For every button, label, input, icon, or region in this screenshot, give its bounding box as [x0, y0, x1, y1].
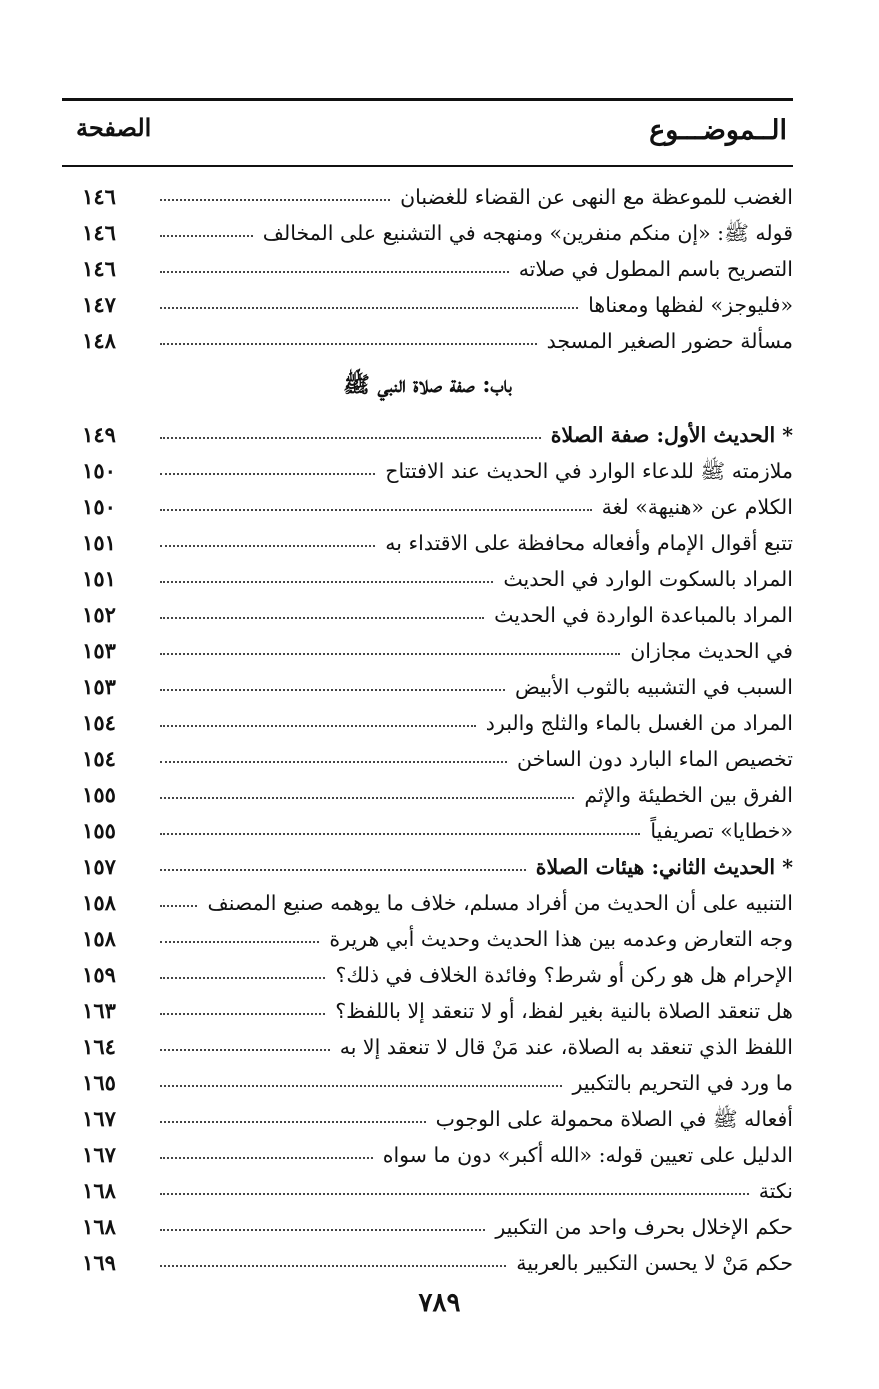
dot-leader	[160, 905, 197, 907]
toc-entry	[62, 589, 793, 625]
entry-title: ما ورد في التحريم بالتكبير	[572, 1070, 793, 1095]
toc-entry	[62, 517, 793, 553]
entry-page-number: ١٤٧	[82, 292, 116, 317]
entries-after-section	[62, 409, 793, 1273]
entry-page-number: ١٦٨	[82, 1178, 116, 1203]
entry-title: المراد بالمباعدة الواردة في الحديث	[494, 602, 793, 627]
toc-entry	[62, 841, 793, 877]
toc-entry	[62, 1129, 793, 1165]
dot-leader	[160, 653, 620, 655]
dot-leader	[160, 199, 390, 201]
entry-title: الإحرام هل هو ركن أو شرط؟ وفائدة الخلاف في ذلك؟	[335, 962, 793, 987]
page-number: ٧٨٩	[418, 1288, 461, 1318]
toc-entry	[62, 1165, 793, 1201]
dot-leader	[160, 1013, 325, 1015]
entry-title: «فليوجز» لفظها ومعناها	[588, 292, 793, 317]
entry-page-number: ١٥٥	[82, 818, 116, 843]
entry-title: السبب في التشبيه بالثوب الأبيض	[515, 674, 793, 699]
entry-page-number: ١٥٠	[82, 494, 116, 519]
toc-entry	[62, 1021, 793, 1057]
dot-leader	[160, 941, 319, 943]
entry-page-number: ١٦٩	[82, 1250, 116, 1275]
toc-entry	[62, 661, 793, 697]
entry-title: هل تنعقد الصلاة بالنية بغير لفظ، أو لا تنعقد إلا باللفظ؟	[335, 998, 793, 1023]
entry-page-number: ١٤٨	[82, 328, 116, 353]
dot-leader	[160, 977, 325, 979]
entry-title: ملازمته ﷺ للدعاء الوارد في الحديث عند الافتتاح	[385, 458, 793, 483]
entries-before-section	[62, 171, 793, 351]
entry-page-number: ١٥٧	[82, 854, 116, 879]
entry-title: نكتة	[758, 1178, 793, 1203]
dot-leader	[160, 1265, 506, 1267]
toc-entry	[62, 553, 793, 589]
dot-leader	[160, 1157, 373, 1159]
entry-title: مسألة حضور الصغير المسجد	[546, 328, 793, 353]
toc-entry	[62, 769, 793, 805]
toc-page	[62, 98, 793, 1273]
entry-title: المراد من الغسل بالماء والثلج والبرد	[485, 710, 793, 735]
entry-title: تتبع أقوال الإمام وأفعاله محافظة على الاقتداء به	[385, 530, 793, 555]
toc-header	[62, 101, 793, 165]
page-column-label: الصفحة	[76, 113, 152, 142]
entry-title: «خطايا» تصريفياً	[650, 818, 793, 843]
entry-page-number: ١٥٨	[82, 926, 116, 951]
entry-page-number: ١٤٩	[82, 422, 116, 447]
toc-entry	[62, 1237, 793, 1273]
entry-page-number: ١٦٧	[82, 1142, 116, 1167]
toc-entry	[62, 1093, 793, 1129]
dot-leader	[160, 797, 574, 799]
toc-entry	[62, 243, 793, 279]
entry-page-number: ١٥٠	[82, 458, 116, 483]
entry-page-number: ١٥١	[82, 530, 116, 555]
dot-leader	[160, 761, 507, 763]
entry-page-number: ١٥٤	[82, 746, 116, 771]
toc-entry	[62, 279, 793, 315]
entry-title: الدليل على تعيين قوله: «الله أكبر» دون ما سواه	[382, 1142, 793, 1167]
toc-entry	[62, 805, 793, 841]
toc-entry	[62, 913, 793, 949]
entry-title: وجه التعارض وعدمه بين هذا الحديث وحديث أبي هريرة	[329, 926, 793, 951]
topic-column-label: الــموضـــوع	[649, 115, 787, 146]
entry-title: أفعاله ﷺ في الصلاة محمولة على الوجوب	[435, 1106, 793, 1131]
entry-title: اللفظ الذي تنعقد به الصلاة، عند مَنْ قال لا تنعقد إلا به	[339, 1034, 793, 1059]
dot-leader	[160, 545, 375, 547]
toc-entry	[62, 877, 793, 913]
entry-title: * الحديث الثاني: هيئات الصلاة	[535, 854, 793, 879]
entry-page-number: ١٦٣	[82, 998, 116, 1023]
entry-page-number: ١٤٦	[82, 220, 116, 245]
toc-entry	[62, 315, 793, 351]
dot-leader	[160, 235, 253, 237]
entry-title: تخصيص الماء البارد دون الساخن	[517, 746, 793, 771]
entry-page-number: ١٥٣	[82, 638, 116, 663]
entry-page-number: ١٦٥	[82, 1070, 116, 1095]
dot-leader	[160, 343, 537, 345]
entry-title: في الحديث مجازان	[630, 638, 793, 663]
dot-leader	[160, 1121, 426, 1123]
entry-title: التنبيه على أن الحديث من أفراد مسلم، خلاف ما يوهمه صنيع المصنف	[207, 890, 793, 915]
dot-leader	[160, 437, 541, 439]
toc-entry	[62, 625, 793, 661]
dot-leader	[160, 689, 505, 691]
entry-title: قوله ﷺ: «إن منكم منفرين» ومنهجه في التشنيع على المخالف	[262, 220, 793, 245]
entry-title: الغضب للموعظة مع النهى عن القضاء للغضبان	[400, 184, 793, 209]
dot-leader	[160, 1085, 562, 1087]
dot-leader	[160, 509, 592, 511]
entry-page-number: ١٤٦	[82, 184, 116, 209]
toc-entry	[62, 409, 793, 445]
toc-entry	[62, 207, 793, 243]
dot-leader	[160, 617, 484, 619]
toc-entry	[62, 171, 793, 207]
toc-entry	[62, 733, 793, 769]
toc-entry	[62, 1057, 793, 1093]
entry-page-number: ١٦٧	[82, 1106, 116, 1131]
dot-leader	[160, 725, 476, 727]
toc-entry	[62, 1201, 793, 1237]
entry-page-number: ١٥٢	[82, 602, 116, 627]
entry-title: الكلام عن «هنيهة» لغة	[601, 494, 793, 519]
dot-leader	[160, 307, 578, 309]
dot-leader	[160, 1193, 749, 1195]
entry-title: حكم مَنْ لا يحسن التكبير بالعربية	[516, 1250, 793, 1275]
dot-leader	[160, 473, 375, 475]
entry-page-number: ١٥١	[82, 566, 116, 591]
entry-title: الفرق بين الخطيئة والإثم	[584, 782, 793, 807]
dot-leader	[160, 1049, 330, 1051]
entry-title: المراد بالسكوت الوارد في الحديث	[503, 566, 793, 591]
header-rule	[62, 165, 793, 167]
toc-entry	[62, 445, 793, 481]
entry-page-number: ١٥٥	[82, 782, 116, 807]
entry-title: * الحديث الأول: صفة الصلاة	[550, 422, 793, 447]
dot-leader	[160, 1229, 485, 1231]
entry-title: حكم الإخلال بحرف واحد من التكبير	[495, 1214, 793, 1239]
toc-entry	[62, 697, 793, 733]
dot-leader	[160, 581, 493, 583]
entry-page-number: ١٥٩	[82, 962, 116, 987]
section-title: باب: صفة صلاة النبي ﷺ	[343, 372, 512, 398]
toc-entry	[62, 481, 793, 517]
entry-page-number: ١٥٣	[82, 674, 116, 699]
toc-entries	[62, 171, 793, 1273]
dot-leader	[160, 271, 509, 273]
entry-page-number: ١٥٨	[82, 890, 116, 915]
dot-leader	[160, 833, 640, 835]
entry-page-number: ١٦٤	[82, 1034, 116, 1059]
entry-page-number: ١٦٨	[82, 1214, 116, 1239]
entry-page-number: ١٤٦	[82, 256, 116, 281]
entry-page-number: ١٥٤	[82, 710, 116, 735]
dot-leader	[160, 869, 526, 871]
toc-entry	[62, 985, 793, 1021]
toc-entry	[62, 949, 793, 985]
entry-title: التصريح باسم المطول في صلاته	[518, 256, 793, 281]
